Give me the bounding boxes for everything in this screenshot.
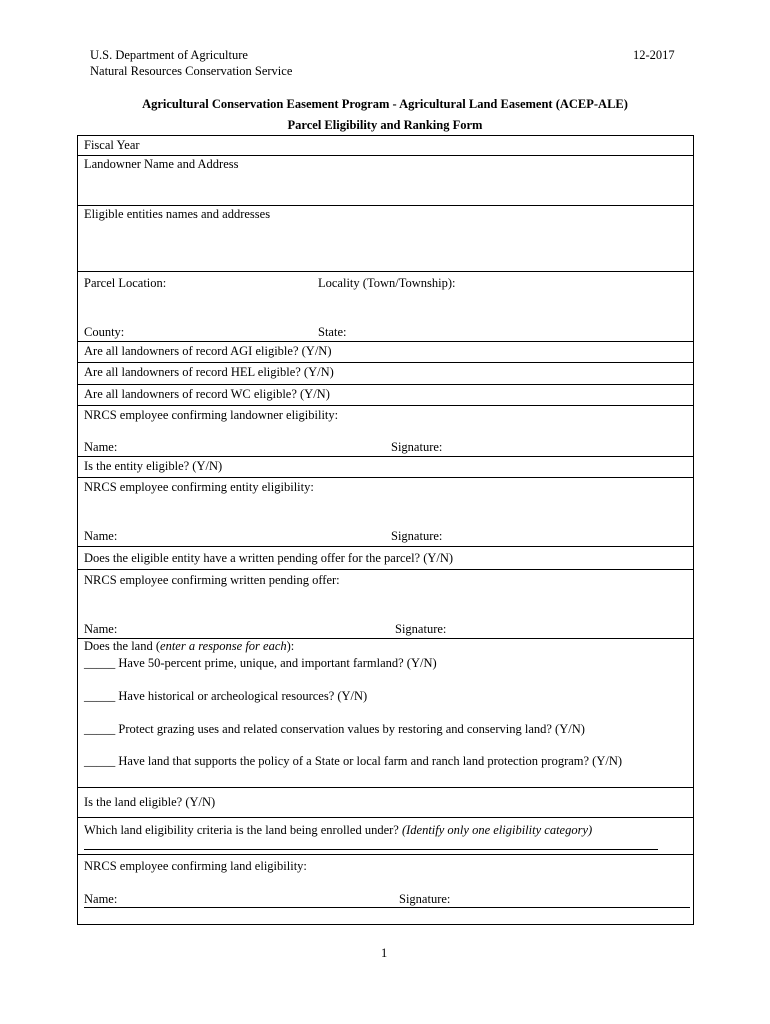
land-question-text: Have historical or archeological resources? (Y/N)	[118, 689, 368, 703]
eligible-entities-label: Eligible entities names and addresses	[84, 207, 271, 221]
nrcs-landowner-label: NRCS employee confirming landowner eligibility:	[84, 408, 339, 422]
land-question-1	[84, 657, 437, 670]
agency-name: U.S. Department of Agriculture	[90, 48, 248, 62]
offer-signature-label: Signature:	[395, 622, 447, 636]
does-land-heading	[84, 640, 294, 653]
row-divider	[77, 817, 694, 818]
land-question-text: Protect grazing uses and related conservation values by restoring and conserving land? (Y/N)	[118, 722, 585, 736]
page-number: 1	[381, 946, 388, 960]
row-divider	[77, 569, 694, 570]
entity-name-label: Name:	[84, 529, 118, 543]
land-question-3	[84, 723, 585, 736]
landowner-name-address-label: Landowner Name and Address	[84, 157, 239, 171]
form-title: Agricultural Conservation Easement Program - Agricultural Land Easement (ACEP-ALE)	[142, 97, 628, 111]
land-name-label: Name:	[84, 892, 118, 906]
wc-eligible-question: Are all landowners of record WC eligible? (Y/N)	[84, 387, 330, 401]
land-question-2	[84, 690, 367, 703]
row-divider	[77, 477, 694, 478]
criteria-question-text: Which land eligibility criteria is the land being enrolled under?	[84, 823, 402, 837]
county-label: County:	[84, 325, 125, 339]
does-land-prefix: Does the land (	[84, 639, 161, 653]
row-divider	[77, 384, 694, 385]
response-blank: _____	[84, 656, 116, 670]
form-subtitle: Parcel Eligibility and Ranking Form	[287, 118, 483, 132]
row-divider	[77, 854, 694, 855]
state-label: State:	[318, 325, 347, 339]
land-question-text: Have land that supports the policy of a State or local farm and ranch land protection program? (Y/N)	[118, 754, 623, 768]
row-divider	[77, 362, 694, 363]
row-divider	[77, 155, 694, 156]
response-blank: _____	[84, 754, 116, 768]
row-divider	[77, 271, 694, 272]
pending-offer-question: Does the eligible entity have a written pending offer for the parcel? (Y/N)	[84, 551, 454, 565]
does-land-instruction: enter a response for each	[160, 639, 287, 653]
row-divider	[77, 456, 694, 457]
response-blank: _____	[84, 722, 116, 736]
land-question-text: Have 50-percent prime, unique, and important farmland? (Y/N)	[118, 656, 437, 670]
row-divider	[77, 546, 694, 547]
land-signature-label: Signature:	[399, 892, 451, 906]
agi-eligible-question: Are all landowners of record AGI eligible? (Y/N)	[84, 344, 332, 358]
service-name: Natural Resources Conservation Service	[90, 64, 293, 78]
entity-eligible-question: Is the entity eligible? (Y/N)	[84, 459, 223, 473]
criteria-instruction: (Identify only one eligibility category)	[401, 823, 593, 837]
offer-name-label: Name:	[84, 622, 118, 636]
row-divider	[77, 787, 694, 788]
row-divider	[77, 205, 694, 206]
criteria-question	[84, 824, 592, 837]
criteria-answer-line	[84, 849, 658, 850]
row-divider	[77, 405, 694, 406]
row-divider	[77, 341, 694, 342]
land-signature-line	[84, 907, 690, 908]
does-land-suffix: ):	[286, 639, 295, 653]
form-date: 12-2017	[633, 48, 675, 62]
fiscal-year-label: Fiscal Year	[84, 138, 140, 152]
landowner-name-label: Name:	[84, 440, 118, 454]
parcel-location-label: Parcel Location:	[84, 276, 167, 290]
nrcs-land-label: NRCS employee confirming land eligibility:	[84, 859, 307, 873]
nrcs-offer-label: NRCS employee confirming written pending offer:	[84, 573, 340, 587]
nrcs-entity-label: NRCS employee confirming entity eligibility:	[84, 480, 314, 494]
response-blank: _____	[84, 689, 116, 703]
land-eligible-question: Is the land eligible? (Y/N)	[84, 795, 216, 809]
entity-signature-label: Signature:	[391, 529, 443, 543]
hel-eligible-question: Are all landowners of record HEL eligible? (Y/N)	[84, 365, 334, 379]
locality-label: Locality (Town/Township):	[318, 276, 456, 290]
landowner-signature-label: Signature:	[391, 440, 443, 454]
land-question-4	[84, 755, 622, 768]
